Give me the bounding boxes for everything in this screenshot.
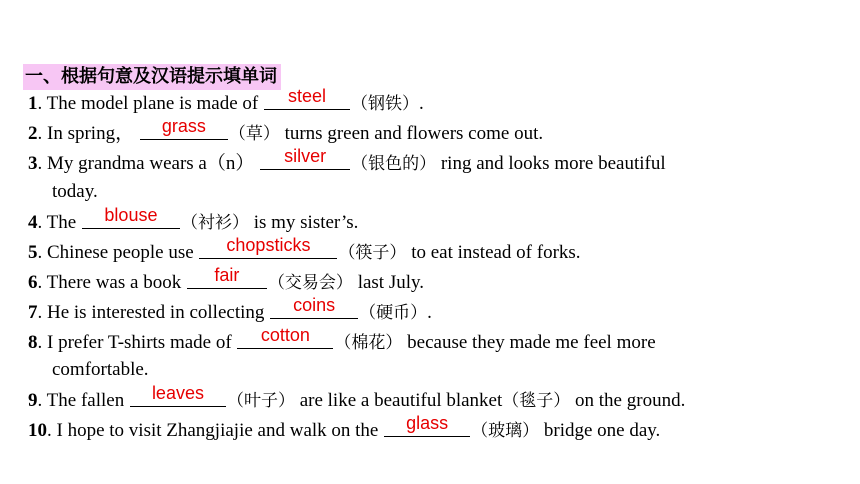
answer-text: glass: [406, 413, 449, 433]
answer-text: cotton: [260, 325, 310, 345]
question-number: 9: [28, 390, 38, 411]
chinese-hint: （叶子）: [226, 391, 295, 411]
answer-blank[interactable]: [199, 235, 337, 259]
question-text: on the ground.: [570, 390, 686, 411]
question-text: to eat instead of forks.: [406, 242, 581, 263]
question-text: . The: [37, 212, 81, 233]
answer-blank[interactable]: [384, 413, 470, 437]
question-text: bridge one day.: [539, 420, 661, 441]
chinese-hint: （交易会）: [267, 273, 353, 293]
question-9: [28, 383, 686, 413]
question-number: 6: [28, 272, 38, 293]
question-text: are like a beautiful blanket: [294, 390, 503, 411]
question-2: [28, 116, 544, 146]
question-number: 1: [28, 93, 38, 114]
question-text: . I prefer T-shirts made of: [37, 332, 237, 353]
question-number: 3: [28, 153, 38, 174]
question-1: [28, 86, 424, 116]
section-heading: 一、根据句意及汉语提示填单词: [23, 64, 281, 90]
question-8-continued: comfortable.: [52, 359, 149, 380]
answer-text: fair: [214, 265, 240, 285]
answer-text: blouse: [104, 205, 158, 225]
chinese-hint: （棉花）: [334, 333, 403, 353]
answer-text: grass: [161, 116, 206, 136]
question-number: 8: [28, 332, 38, 353]
answer-blank[interactable]: [270, 295, 358, 319]
question-text: . He is interested in collecting: [37, 302, 270, 323]
answer-text: steel: [287, 86, 326, 106]
question-text: . I hope to visit Zhangjiajie and walk on the: [47, 420, 384, 441]
chinese-hint: （硬币）: [359, 303, 428, 323]
answer-blank[interactable]: [260, 146, 350, 170]
question-4: [28, 205, 359, 235]
question-3-continued: today.: [52, 181, 98, 202]
question-text: . Chinese people use: [37, 242, 199, 263]
answer-blank[interactable]: [187, 265, 267, 289]
chinese-hint: （草）: [228, 124, 280, 144]
answer-blank[interactable]: [237, 325, 333, 349]
chinese-hint: （玻璃）: [471, 421, 540, 441]
chinese-hint: （钢铁）: [350, 94, 419, 114]
question-text: turns green and flowers come out.: [279, 123, 544, 144]
question-number: 7: [28, 302, 38, 323]
chinese-hint: （筷子）: [338, 243, 407, 263]
question-text: . The fallen: [37, 390, 129, 411]
question-8: [28, 325, 656, 355]
question-5: [28, 235, 581, 265]
question-number: 10: [28, 420, 47, 441]
chinese-hint: （银色的）: [351, 154, 437, 174]
question-3: [28, 146, 666, 176]
answer-text: silver: [284, 146, 327, 166]
chinese-hint: （衬衫）: [180, 213, 249, 233]
answer-blank[interactable]: [82, 205, 180, 229]
question-text: . There was a book: [37, 272, 186, 293]
question-number: 4: [28, 212, 38, 233]
question-10: [28, 413, 661, 443]
question-7: [28, 295, 432, 325]
question-text: ring and looks more beautiful: [436, 153, 666, 174]
question-text: because they made me feel more: [402, 332, 656, 353]
question-text: last July.: [352, 272, 425, 293]
question-text: . In spring，: [37, 123, 139, 144]
question-number: 2: [28, 123, 38, 144]
question-text: is my sister’s.: [248, 212, 359, 233]
answer-text: chopsticks: [226, 235, 311, 255]
answer-blank[interactable]: [130, 383, 226, 407]
question-text: .: [418, 93, 424, 114]
question-text: .: [427, 302, 432, 323]
question-text: . My grandma wears a（n）: [37, 153, 260, 174]
question-text: . The model plane is made of: [37, 93, 263, 114]
chinese-hint: （毯子）: [502, 391, 571, 411]
answer-text: coins: [293, 295, 336, 315]
question-6: [28, 265, 425, 295]
question-number: 5: [28, 242, 38, 263]
answer-text: leaves: [151, 383, 204, 403]
answer-blank[interactable]: [140, 116, 228, 140]
answer-blank[interactable]: [264, 86, 350, 110]
